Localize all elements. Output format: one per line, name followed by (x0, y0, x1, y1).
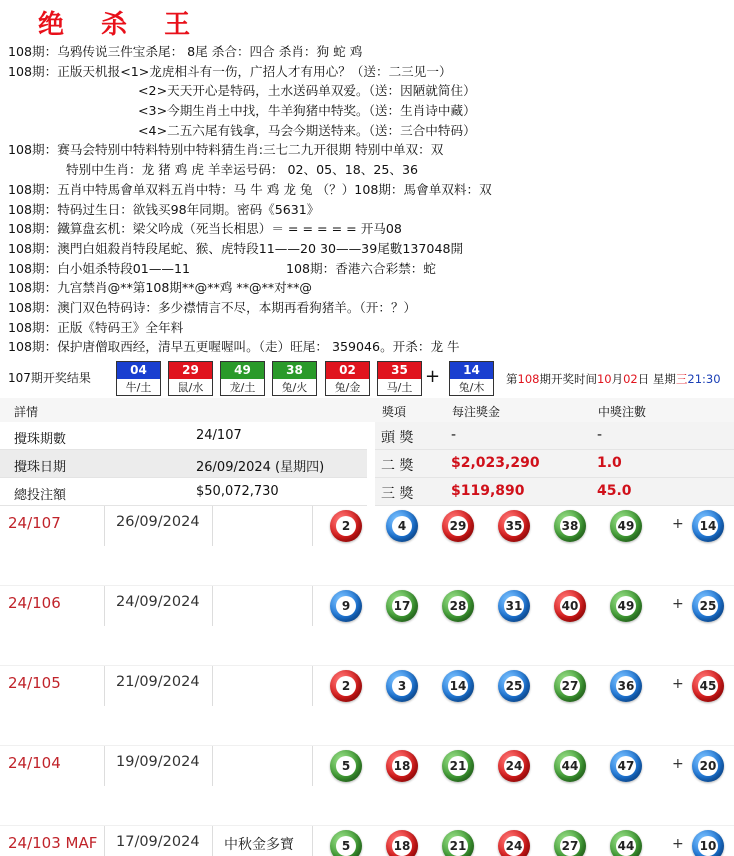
prediction-line: 108期：鐵算盘玄机：梁父吟成（死当长相思）＝ = = = = = 开马08 (8, 221, 402, 237)
ball-number: 3 (392, 676, 412, 696)
ball-number: 27 (560, 676, 580, 696)
detail-label: 攪珠期數 (14, 432, 67, 447)
special-ball-number: 10 (698, 836, 718, 856)
next-draw-issue: 108 (517, 372, 540, 386)
prediction-line: 108期：九宫禁肖@**第108期**@**鸡 **@**对**@ (8, 280, 312, 296)
next-draw-info (506, 371, 721, 387)
draw-issue: 24/104 (8, 754, 61, 772)
prediction-line: 108期：正版天机报<1>龙虎相斗有一伤，广招人才有用心？（送：二三见一） (8, 63, 452, 79)
prize-amount: $119,890 (451, 483, 525, 499)
prediction-line: 108期：乌鸦传说三件宝杀尾： 8尾 杀合：四合 杀肖：狗 蛇 鸡 (8, 44, 363, 59)
number-ball (610, 510, 642, 542)
ball-number: 44 (616, 836, 636, 856)
special-ball-number: 20 (698, 756, 718, 776)
ball-number: 17 (392, 596, 412, 616)
column-divider (104, 826, 105, 856)
ball-number: 24 (504, 756, 524, 776)
detail-value: 24/107 (196, 428, 242, 443)
ball-number: 5 (336, 756, 356, 776)
result-ball (168, 361, 213, 396)
prediction-line: 特别中生肖：龙 猪 鸡 虎 羊幸运号码： 02、05、18、25、36 (66, 162, 419, 178)
result-ball (449, 361, 494, 396)
number-ball (386, 510, 418, 542)
number-ball (498, 830, 530, 856)
column-divider (312, 746, 313, 786)
number-ball (442, 510, 474, 542)
number-ball (610, 830, 642, 856)
prediction-line: 108期：澳門白姐殺肖特段尾蛇、猴、虎特段11——20 30——39尾數137048開 (8, 240, 464, 256)
next-draw-day-suffix: 日 星期 (637, 372, 676, 386)
result-ball-zodiac: 马/土 (386, 381, 413, 394)
number-ball (330, 750, 362, 782)
prediction-line: 108期：赛马会特别中特料特别中特料猜生肖:三七二九开很期 特别中单双：双 (8, 142, 444, 158)
number-ball (330, 670, 362, 702)
prediction-lines (8, 42, 734, 357)
number-ball (554, 830, 586, 856)
result-ball (377, 361, 422, 396)
special-ball (692, 830, 724, 856)
page-title: 绝 杀 王 (38, 10, 205, 40)
draw-row (0, 506, 734, 586)
draw-date: 24/09/2024 (116, 594, 200, 610)
result-ball-number: 35 (378, 362, 421, 379)
plus-sign: + (672, 676, 684, 692)
prize-winners: 45.0 (597, 483, 632, 499)
draw-date: 21/09/2024 (116, 674, 200, 690)
column-divider (312, 666, 313, 706)
result-ball (272, 361, 317, 396)
prize-row (375, 450, 734, 478)
plus-sign: + (672, 516, 684, 532)
result-ball (116, 361, 161, 396)
ball-number: 35 (504, 516, 524, 536)
result-ball-zodiac: 牛/土 (125, 381, 152, 394)
draw-issue: 24/105 (8, 674, 61, 692)
ball-number: 28 (448, 596, 468, 616)
result-ball (220, 361, 265, 396)
ball-number: 29 (448, 516, 468, 536)
column-divider (212, 826, 213, 856)
ball-number: 14 (448, 676, 468, 696)
result-ball-zodiac: 兔/火 (281, 381, 308, 394)
prediction-line: 108期：特码过生日：欲钱买98年同期。密码《5631》 (8, 201, 320, 217)
number-ball (498, 510, 530, 542)
special-ball-number: 14 (698, 516, 718, 536)
result-ball-number: 29 (169, 362, 212, 379)
number-ball (330, 590, 362, 622)
number-ball (554, 510, 586, 542)
number-ball (442, 590, 474, 622)
result-ball-zodiac: 兔/金 (334, 381, 361, 394)
ball-number: 21 (448, 756, 468, 776)
header-details: 詳情 (14, 405, 39, 419)
prize-name: 三 獎 (381, 486, 414, 502)
detail-row (0, 450, 367, 478)
ball-number: 47 (616, 756, 636, 776)
number-ball (498, 670, 530, 702)
result-ball-zodiac: 兔/木 (458, 381, 485, 394)
column-divider (104, 746, 105, 786)
prize-name: 二 獎 (381, 458, 414, 474)
prize-amount: - (451, 427, 457, 443)
draw-row (0, 746, 734, 826)
draw-details-panel (0, 398, 734, 506)
ball-number: 44 (560, 756, 580, 776)
ball-number: 38 (560, 516, 580, 536)
ball-number: 49 (616, 516, 636, 536)
column-divider (312, 586, 313, 626)
prediction-line: <4>二五六尾有钱拿，马会今期送特来。（送：三合中特码） (138, 122, 476, 138)
ball-number: 2 (336, 676, 356, 696)
number-ball (498, 590, 530, 622)
draw-issue: 24/106 (8, 594, 61, 612)
draw-row (0, 826, 734, 856)
result-ball-number: 04 (117, 362, 160, 379)
header-winners: 中獎注數 (598, 405, 647, 419)
number-ball (386, 750, 418, 782)
plus-sign: + (425, 366, 441, 387)
ball-number: 27 (560, 836, 580, 856)
prize-amount: $2,023,290 (451, 455, 540, 471)
prediction-line: <2>天天开心是特码，土水送码单双爱。（送：因陋就简住） (138, 83, 476, 99)
ball-number: 24 (504, 836, 524, 856)
number-ball (610, 590, 642, 622)
number-ball (330, 830, 362, 856)
ball-number: 49 (616, 596, 636, 616)
result-ball-zodiac: 龙/土 (229, 381, 256, 394)
number-ball (442, 670, 474, 702)
next-draw-month: 10 (596, 372, 612, 386)
ball-number: 31 (504, 596, 524, 616)
ball-number: 4 (392, 516, 412, 536)
result-ball-zodiac: 鼠/水 (177, 381, 204, 394)
column-divider (212, 746, 213, 786)
detail-value: 26/09/2024 (星期四) (196, 460, 325, 475)
prediction-line: 108期：澳门双色特码诗：多少襟情言不尽，本期再看狗猪羊。（开：？） (8, 299, 417, 315)
ball-number: 5 (336, 836, 356, 856)
detail-row (0, 422, 367, 450)
special-ball (692, 590, 724, 622)
plus-sign: + (672, 596, 684, 612)
ball-number: 36 (616, 676, 636, 696)
plus-sign: + (672, 756, 684, 772)
number-ball (386, 830, 418, 856)
detail-row (0, 478, 367, 506)
number-ball (330, 510, 362, 542)
prediction-line (8, 259, 734, 279)
prize-name: 頭 獎 (381, 430, 414, 446)
draw-row (0, 666, 734, 746)
header-prize: 獎項 (382, 405, 407, 419)
next-draw-weekday: 三 (675, 372, 688, 386)
prize-winners: 1.0 (597, 455, 622, 471)
column-divider (312, 826, 313, 856)
ball-number: 18 (392, 756, 412, 776)
draw-date: 26/09/2024 (116, 514, 200, 530)
number-ball (442, 830, 474, 856)
prize-row (375, 422, 734, 450)
number-ball (498, 750, 530, 782)
prediction-line: 108期：正版《特码王》全年料 (8, 319, 184, 335)
result-ball-number: 38 (273, 362, 316, 379)
result-ball-number: 02 (326, 362, 369, 379)
prediction-line: 108期：五肖中特馬會单双料五肖中特：马 牛 鸡 龙 兔 （？）108期：馬會单双料：双 (8, 181, 492, 197)
result-ball (325, 361, 370, 396)
detail-value: $50,072,730 (196, 484, 279, 499)
column-divider (212, 666, 213, 706)
draw-history-list (0, 506, 734, 856)
column-divider (312, 506, 313, 546)
draw-issue: 24/107 (8, 514, 61, 532)
ball-number: 40 (560, 596, 580, 616)
number-ball (610, 670, 642, 702)
column-divider (212, 586, 213, 626)
column-divider (104, 506, 105, 546)
column-divider (104, 586, 105, 626)
detail-label: 攪珠日期 (14, 460, 67, 475)
prediction-line-left: 108期：白小姐杀特段01——11 (8, 260, 191, 276)
draw-note: 中秋金多寶 (224, 837, 294, 853)
header-amount: 每注獎金 (452, 405, 501, 419)
next-draw-day: 02 (623, 372, 638, 386)
special-ball-number: 45 (698, 676, 718, 696)
column-divider (104, 666, 105, 706)
draw-issue: 24/103 MAF (8, 834, 98, 852)
ball-number: 21 (448, 836, 468, 856)
number-ball (554, 750, 586, 782)
ball-number: 18 (392, 836, 412, 856)
results-label: 107期开奖结果 (8, 371, 91, 385)
special-ball-number: 25 (698, 596, 718, 616)
prediction-line: <3>今期生肖土中找，牛羊狗猪中特奖。（送：生肖诗中藏） (138, 103, 476, 119)
result-ball-number: 14 (450, 362, 493, 379)
next-draw-time: 21:30 (687, 372, 721, 386)
next-draw-month-suffix: 月 (611, 372, 624, 386)
next-draw-prefix: 第 (506, 372, 518, 386)
prize-winners: - (597, 427, 603, 443)
previous-results-bar (0, 360, 734, 398)
prediction-line: 108期：保护唐僧取西经，清早五更喔喔叫。（走）旺尾： 359046。开杀：龙 牛 (8, 339, 460, 355)
special-ball (692, 670, 724, 702)
special-ball (692, 750, 724, 782)
plus-sign: + (672, 836, 684, 852)
number-ball (386, 590, 418, 622)
ball-number: 2 (336, 516, 356, 536)
draw-date: 19/09/2024 (116, 754, 200, 770)
number-ball (386, 670, 418, 702)
ball-number: 25 (504, 676, 524, 696)
result-ball-number: 49 (221, 362, 264, 379)
draw-row (0, 586, 734, 666)
next-draw-mid: 期开奖时间 (539, 372, 597, 386)
number-ball (554, 670, 586, 702)
prediction-line-right: 108期：香港六合彩禁：蛇 (286, 260, 436, 276)
ball-number: 9 (336, 596, 356, 616)
column-divider (212, 506, 213, 546)
detail-label: 總投注額 (14, 488, 67, 503)
draw-date: 17/09/2024 (116, 834, 200, 850)
details-header (0, 398, 734, 422)
number-ball (442, 750, 474, 782)
number-ball (554, 590, 586, 622)
prize-row (375, 478, 734, 506)
number-ball (610, 750, 642, 782)
special-ball (692, 510, 724, 542)
